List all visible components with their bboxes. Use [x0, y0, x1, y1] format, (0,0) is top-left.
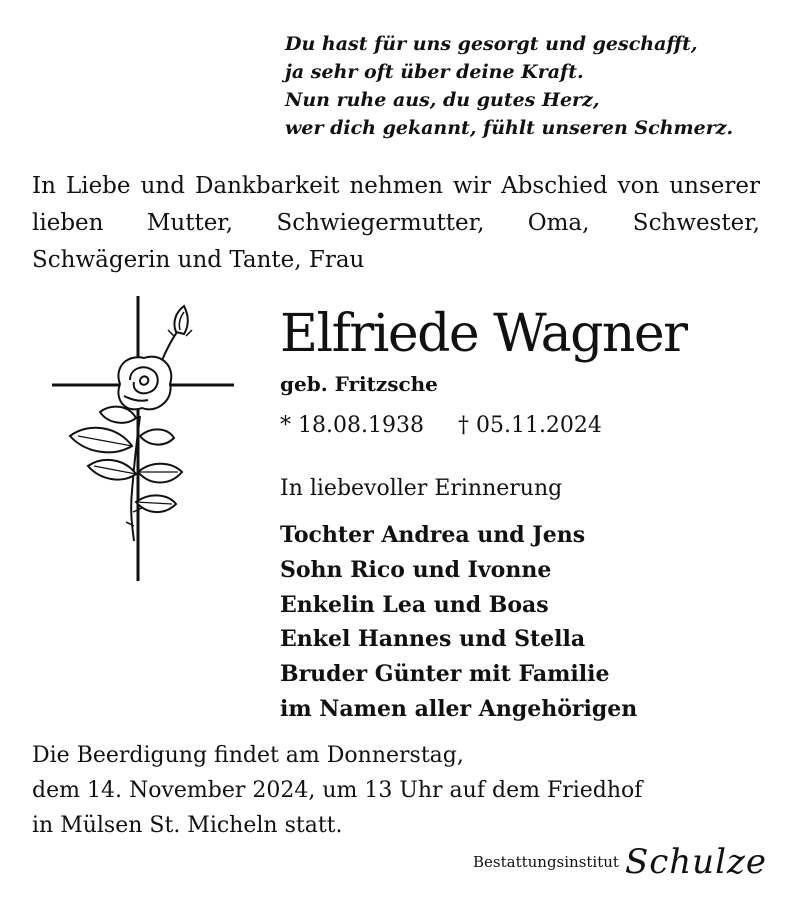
cross-with-rose-icon — [48, 296, 238, 581]
mourners-list — [280, 518, 637, 727]
remembrance-line: In liebevoller Erinnerung — [280, 476, 563, 501]
birth-date: * 18.08.1938 — [280, 413, 424, 438]
deceased-name: Elfriede Wagner — [280, 304, 687, 364]
death-date: † 05.11.2024 — [457, 413, 602, 438]
maiden-name: geb. Fritzsche — [280, 372, 438, 396]
poem-line: Nun ruhe aus, du gutes Herz, — [285, 89, 600, 111]
mourner-entry: Bruder Günter mit Familie — [280, 661, 610, 688]
funeral-home — [473, 842, 767, 882]
funeral-line: in Mülsen St. Micheln statt. — [32, 813, 343, 838]
poem-line: wer dich gekannt, fühlt unseren Schmerz. — [285, 117, 734, 139]
life-dates — [280, 413, 602, 438]
intro-text: In Liebe und Dankbarkeit nehmen wir Abschied von unserer lieben Mutter, Schwiegermutter, Oma, Schwester, Schwägerin und Tante, Frau — [32, 173, 760, 273]
poem-line: Du hast für uns gesorgt und geschafft, — [285, 33, 698, 55]
mourner-entry: im Namen aller Angehörigen — [280, 695, 638, 722]
funeral-notice — [32, 738, 642, 843]
mourner-entry: Sohn Rico und Ivonne — [280, 556, 552, 583]
poem — [285, 30, 733, 142]
mourner-entry: Tochter Andrea und Jens — [280, 522, 586, 548]
poem-line: ja sehr oft über deine Kraft. — [285, 61, 584, 83]
mourner-entry: Enkel Hannes und Stella — [280, 626, 586, 653]
mourner-entry: Enkelin Lea und Boas — [280, 591, 549, 618]
funeral-home-signature: Schulze — [624, 842, 767, 882]
funeral-line: Die Beerdigung findet am Donnerstag, — [32, 743, 464, 768]
funeral-line: dem 14. November 2024, um 13 Uhr auf dem Friedhof — [32, 778, 643, 803]
funeral-home-label: Bestattungsinstitut — [473, 853, 619, 871]
